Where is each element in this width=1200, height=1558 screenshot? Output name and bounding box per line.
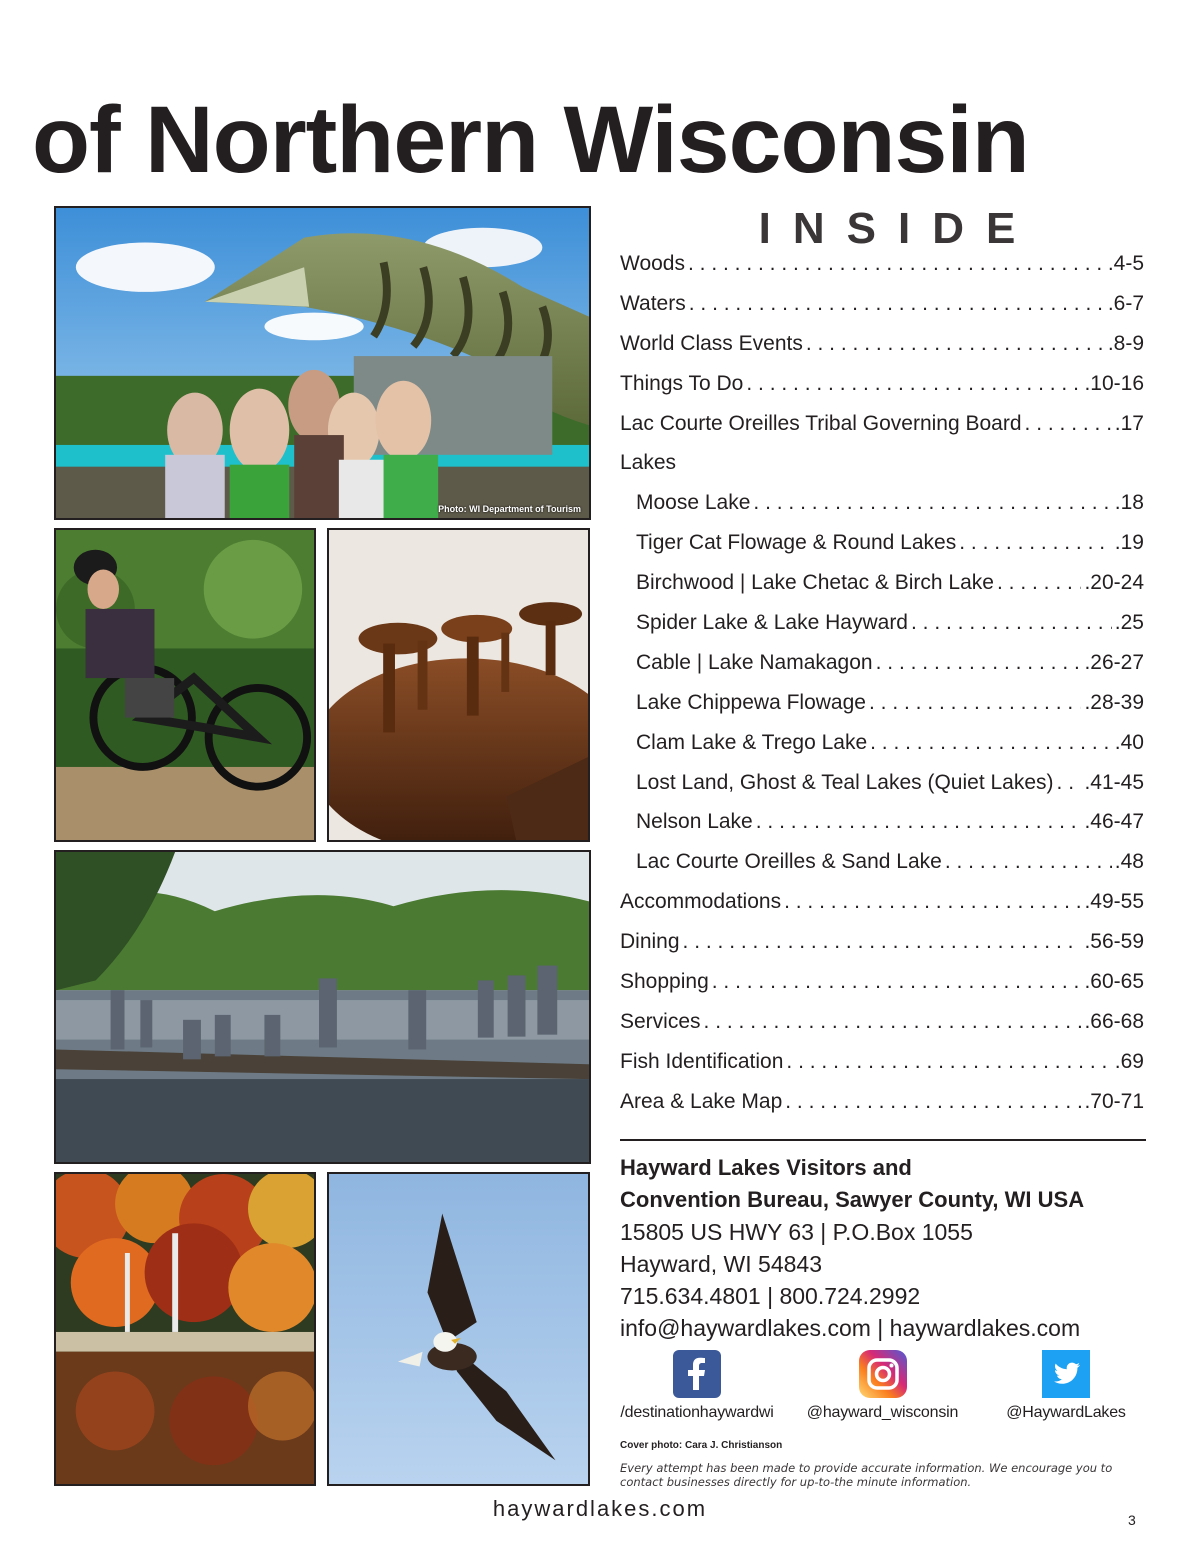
toc-entry[interactable] <box>620 372 1144 412</box>
toc-leader-dots <box>688 252 1105 276</box>
inside-heading: INSIDE <box>758 204 1038 253</box>
toc-entry-label: Cable | Lake Namakagon <box>636 650 873 674</box>
toc-entry-label: Area & Lake Map <box>620 1089 783 1113</box>
toc-entry-page: .8-9 <box>1107 331 1144 355</box>
street-address: 15805 US HWY 63 | P.O.Box 1055 <box>620 1219 973 1245</box>
toc-leader-dots <box>753 491 1111 515</box>
footer-website[interactable]: haywardlakes.com <box>492 1496 708 1521</box>
toc-entry[interactable] <box>620 451 1144 491</box>
toc-entry-label: Accommodations <box>620 890 782 914</box>
toc-entry[interactable] <box>620 930 1144 970</box>
facebook-icon <box>673 1350 721 1398</box>
city-state-zip: Hayward, WI 54843 <box>620 1251 822 1277</box>
page-number: 3 <box>1128 1512 1136 1528</box>
toc-entry[interactable] <box>620 1090 1144 1130</box>
toc-entry-label: Waters <box>620 291 686 315</box>
toc-entry[interactable] <box>620 850 1144 890</box>
toc-entry[interactable] <box>620 1010 1144 1050</box>
toc-entry-page: .41-45 <box>1084 770 1144 794</box>
toc-leader-dots <box>704 1010 1082 1034</box>
toc-entry-label: Lac Courte Oreilles & Sand Lake <box>636 850 942 874</box>
toc-entry-label: Spider Lake & Lake Hayward <box>636 611 908 635</box>
toc-entry-page: .19 <box>1114 531 1144 555</box>
toc-entry-label: Nelson Lake <box>636 810 753 834</box>
toc-entry-page: .49-55 <box>1084 890 1144 914</box>
divider-rule <box>620 1139 1146 1141</box>
photo-chocolates <box>327 528 590 842</box>
toc-entry-page: .26-27 <box>1084 650 1144 674</box>
toc-leader-dots <box>1025 412 1112 436</box>
toc-entry[interactable] <box>620 531 1144 571</box>
contact-details <box>620 1216 1180 1344</box>
photo-mountain-biker <box>54 528 316 842</box>
toc-leader-dots <box>806 332 1105 356</box>
photo-muskie-family <box>54 206 591 520</box>
toc-entry-page: .46-47 <box>1084 810 1144 834</box>
toc-entry-page: .28-39 <box>1084 690 1144 714</box>
page-headline: of Northern Wisconsin <box>32 87 1029 193</box>
toc-entry[interactable] <box>620 1050 1144 1090</box>
toc-entry-page: .17 <box>1114 411 1144 435</box>
toc-leader-dots <box>756 810 1082 834</box>
organization-name <box>620 1152 1160 1216</box>
toc-leader-dots <box>746 372 1081 396</box>
toc-leader-dots <box>870 731 1112 755</box>
toc-entry-page: .10-16 <box>1084 371 1144 395</box>
toc-entry[interactable] <box>620 611 1144 651</box>
toc-entry-label: Lake Chippewa Flowage <box>636 690 866 714</box>
disclaimer-text: Every attempt has been made to provide accurate information. We encourage you to contact businesses directly for up-to-the minute information. <box>620 1461 1113 1489</box>
toc-entry-page: .56-59 <box>1084 930 1144 954</box>
toc-entry-label: Woods <box>620 252 685 275</box>
toc-leader-dots <box>997 571 1081 595</box>
toc-entry[interactable] <box>620 810 1144 850</box>
toc-leader-dots <box>683 930 1082 954</box>
toc-entry[interactable] <box>620 651 1144 691</box>
cover-photo-credit: Cover photo: Cara J. Christianson <box>620 1440 783 1451</box>
social-instagram[interactable] <box>800 1350 965 1422</box>
instagram-handle: @hayward_wisconsin <box>806 1404 959 1421</box>
toc-entry[interactable] <box>620 771 1144 811</box>
toc-leader-dots <box>1057 771 1082 795</box>
photo-lake-group <box>54 850 591 1164</box>
phone-numbers: 715.634.4801 | 800.724.2992 <box>620 1283 921 1309</box>
toc-entry[interactable] <box>620 412 1144 452</box>
photo-autumn-trees <box>54 1172 316 1486</box>
toc-leader-dots <box>876 651 1082 675</box>
twitter-icon <box>1042 1350 1090 1398</box>
toc-entry-label: Lac Courte Oreilles Tribal Governing Board <box>620 411 1022 435</box>
facebook-handle: /destinationhaywardwi <box>620 1404 774 1421</box>
toc-entry-page: .40 <box>1114 730 1144 754</box>
toc-entry[interactable] <box>620 252 1144 292</box>
toc-entry-page: .25 <box>1114 611 1144 635</box>
toc-entry-label: Things To Do <box>620 371 744 395</box>
toc-leader-dots <box>869 691 1081 715</box>
toc-entry[interactable] <box>620 491 1144 531</box>
table-of-contents <box>620 252 1144 1130</box>
social-twitter[interactable] <box>1000 1350 1132 1422</box>
toc-entry[interactable] <box>620 731 1144 771</box>
toc-entry-label: Birchwood | Lake Chetac & Birch Lake <box>636 571 994 595</box>
toc-entry-page: .69 <box>1114 1049 1144 1073</box>
toc-leader-dots <box>911 611 1112 635</box>
toc-entry-label: World Class Events <box>620 331 803 355</box>
social-facebook[interactable] <box>612 1350 782 1422</box>
toc-entry-label: Tiger Cat Flowage & Round Lakes <box>636 531 957 555</box>
toc-entry[interactable] <box>620 292 1144 332</box>
twitter-handle: @HaywardLakes <box>1006 1404 1126 1421</box>
org-line-1: Hayward Lakes Visitors and <box>620 1155 912 1180</box>
toc-entry[interactable] <box>620 571 1144 611</box>
toc-entry-label: Clam Lake & Trego Lake <box>636 730 868 754</box>
toc-leader-dots <box>712 970 1082 994</box>
photo-bald-eagle <box>327 1172 590 1486</box>
toc-entry[interactable] <box>620 332 1144 372</box>
toc-entry-page: .60-65 <box>1084 970 1144 994</box>
toc-entry-page: .18 <box>1114 491 1144 515</box>
toc-leader-dots <box>785 1090 1081 1114</box>
toc-entry[interactable] <box>620 890 1144 930</box>
toc-entry[interactable] <box>620 691 1144 731</box>
toc-entry-label: Dining <box>620 930 680 954</box>
toc-entry-page: .48 <box>1114 850 1144 874</box>
toc-leader-dots <box>945 850 1112 874</box>
email-and-website: info@haywardlakes.com | haywardlakes.com <box>620 1315 1081 1341</box>
toc-leader-dots <box>786 1050 1111 1074</box>
toc-entry-page: .20-24 <box>1084 571 1144 595</box>
toc-leader-dots <box>689 292 1105 316</box>
toc-entry-label: Fish Identification <box>620 1049 784 1073</box>
toc-entry-label: Services <box>620 1009 701 1033</box>
org-line-2: Convention Bureau, Sawyer County, WI USA <box>620 1187 1085 1212</box>
toc-entry-page: .70-71 <box>1084 1089 1144 1113</box>
photo-credit: Photo: WI Department of Tourism <box>438 504 581 514</box>
toc-entry-page: .66-68 <box>1084 1009 1144 1033</box>
toc-leader-dots <box>959 531 1112 555</box>
toc-entry-page: .4-5 <box>1107 252 1144 275</box>
toc-entry-page: .6-7 <box>1107 291 1144 315</box>
toc-entry[interactable] <box>620 970 1144 1010</box>
instagram-icon <box>859 1350 907 1398</box>
toc-leader-dots <box>784 890 1081 914</box>
toc-entry-label: Lakes <box>620 451 677 475</box>
toc-entry-label: Moose Lake <box>636 491 751 515</box>
toc-entry-label: Shopping <box>620 970 709 994</box>
toc-entry-label: Lost Land, Ghost & Teal Lakes (Quiet Lakes) <box>636 770 1054 794</box>
